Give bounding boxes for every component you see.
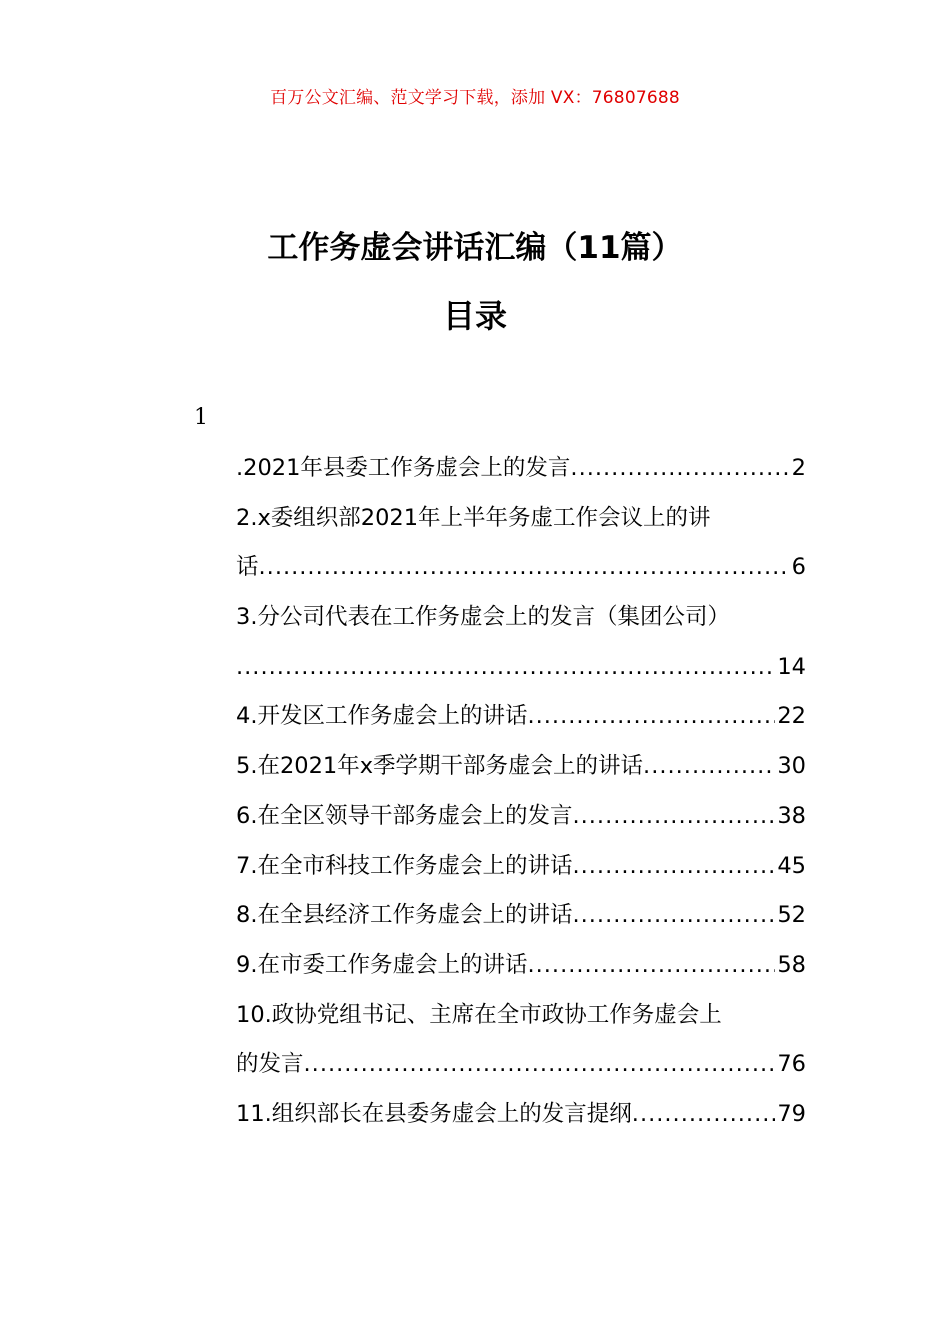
toc-entry-page: 58 (777, 951, 806, 978)
toc-entry-page: 38 (777, 802, 806, 829)
toc-entry-title: 11.组织部长在县委务虚会上的发言提纲 (236, 1100, 632, 1127)
toc-leader-dots (632, 1092, 776, 1136)
toc-leader-dots (236, 645, 775, 689)
toc-entry-page: 6 (791, 554, 806, 581)
toc-entry-3-cont[interactable] (236, 645, 806, 695)
toc-entry-title: 3.分公司代表在工作务虚会上的发言（集团公司） (236, 604, 730, 631)
toc-entry-page: 22 (777, 703, 806, 730)
toc-leader-dots (572, 794, 775, 838)
toc-entry-2-cont[interactable] (236, 545, 806, 595)
toc-entry-page: 2 (791, 455, 806, 481)
toc-entry-page: 45 (777, 852, 806, 879)
watermark-banner: 百万公文汇编、范文学习下载，添加 VX：76807688 (270, 88, 680, 108)
toc-entry-title: 9.在市委工作务虚会上的讲话 (236, 951, 528, 978)
toc-entry-title-cont: 话 (236, 554, 259, 581)
toc-entry-8[interactable] (236, 893, 806, 943)
toc-entry-title: 5.在2021年x季学期干部务虚会上的讲话 (236, 753, 644, 780)
toc-leader-dots (527, 943, 775, 987)
toc-heading: 目录 (442, 297, 507, 335)
toc-entry-3[interactable] (236, 595, 806, 645)
toc-entry-10-cont[interactable] (236, 1042, 806, 1092)
toc-entry-page: 76 (777, 1051, 806, 1078)
toc-entry-title: 4.开发区工作务虚会上的讲话 (236, 703, 528, 730)
toc-leader-dots (572, 893, 775, 937)
toc-entry-6[interactable] (236, 794, 806, 844)
toc-leader-dots (572, 844, 775, 888)
toc-leader-dots (259, 545, 790, 589)
toc-entry-5[interactable] (236, 744, 806, 794)
table-of-contents (236, 446, 806, 1142)
toc-entry-title: .2021年县委工作务虚会上的发言 (236, 455, 571, 481)
toc-entry-title: 8.在全县经济工作务虚会上的讲话 (236, 902, 573, 929)
toc-entry-1[interactable] (236, 446, 806, 496)
toc-entry-title: 10.政协党组书记、主席在全市政协工作务虚会上 (236, 1001, 722, 1028)
toc-entry-4[interactable] (236, 694, 806, 744)
toc-entry-7[interactable] (236, 844, 806, 894)
toc-leader-dots (304, 1042, 776, 1086)
toc-entry-2[interactable] (236, 496, 806, 546)
toc-entry-title: 6.在全区领导干部务虚会上的发言 (236, 802, 573, 829)
toc-leader-dots (643, 744, 775, 788)
toc-leader-dots (527, 694, 775, 738)
document-title: 工作务虚会讲话汇编（11篇） (267, 230, 683, 266)
toc-entry-page: 52 (777, 902, 806, 929)
toc-entry-title: 7.在全市科技工作务虚会上的讲话 (236, 852, 573, 879)
toc-entry-title: 2.x委组织部2021年上半年务虚工作会议上的讲 (236, 504, 711, 531)
toc-entry-page: 30 (777, 753, 806, 780)
toc-entry-9[interactable] (236, 943, 806, 993)
toc-leader-dots (570, 446, 789, 490)
toc-entry-11[interactable] (236, 1092, 806, 1142)
toc-entry-page: 79 (777, 1100, 806, 1127)
toc-entry-page: 14 (777, 653, 806, 680)
toc-entry-10[interactable] (236, 993, 806, 1043)
toc-entry-title-cont: 的发言 (236, 1051, 304, 1078)
page-number: 1 (194, 405, 208, 430)
